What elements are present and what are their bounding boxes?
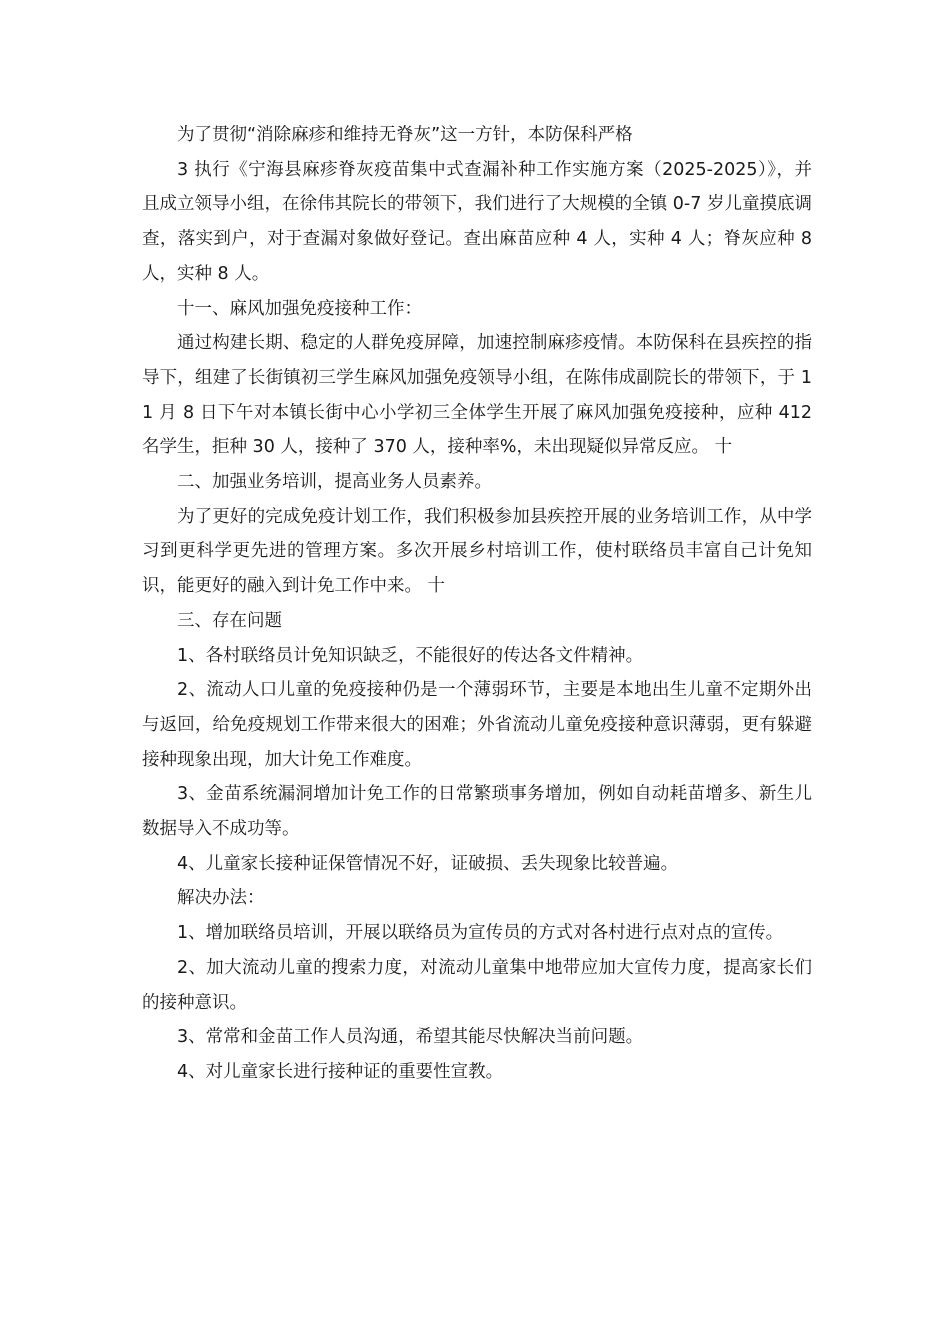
section-heading-solutions: 解决办法： [177, 888, 265, 909]
solution-item-4: 4、对儿童家长进行接种证的重要性宣教。 [177, 1061, 504, 1082]
paragraph-catch-up-vaccination: 3 执行《宁海县麻疹脊灰疫苗集中式查漏补种工作实施方案（2025-2025）》，并且成立领导小组，在徐伟其院长的带领下，我们进行了大规模的全镇 0-7 岁儿童摸底调查，落实到户，对于查漏对象做好登记。查出麻苗应种 4 人，实种 4 人；脊灰应种 8 人，实种 8 人。 [142, 159, 818, 284]
solution-item-2: 2、加大流动儿童的搜索力度，对流动儿童集中地带应加大宣传力度，提高家长们的接种意识。 [142, 957, 812, 1013]
section-heading-training: 二、加强业务培训，提高业务人员素养。 [177, 472, 492, 493]
problem-item-2: 2、流动人口儿童的免疫接种仍是一个薄弱环节，主要是本地出生儿童不定期外出与返回，给免疫规划工作带来很大的困难；外省流动儿童免疫接种意识薄弱，更有躲避接种现象出现，加大计免工作难度。 [142, 680, 812, 770]
paragraph-training: 为了更好的完成免疫计划工作，我们积极参加县疾控开展的业务培训工作，从中学习到更科学更先进的管理方案。多次开展乡村培训工作，使村联络员丰富自己计免知识，能更好的融入到计免工作中来。 十 [142, 506, 812, 597]
solution-item-3: 3、常常和金苗工作人员沟通，希望其能尽快解决当前问题。 [177, 1027, 644, 1048]
paragraph-intro: 为了贯彻“消除麻疹和维持无脊灰”这一方针，本防保科严格 [177, 125, 633, 145]
problem-item-4: 4、儿童家长接种证保管情况不好，证破损、丢失现象比较普遍。 [177, 853, 679, 874]
problem-item-1: 1、各村联络员计免知识缺乏，不能很好的传达各文件精神。 [177, 645, 644, 666]
solution-item-1: 1、增加联络员培训，开展以联络员为宣传员的方式对各村进行点对点的宣传。 [177, 923, 784, 944]
paragraph-mr-booster: 通过构建长期、稳定的人群免疫屏障，加速控制麻疹疫情。本防保科在县疾控的指导下，组建了长街镇初三学生麻风加强免疫领导小组，在陈伟成副院长的带领下，于 11 月 8 日下午对本镇长街中心小学初三全体学生开展了麻风加强免疫接种，应种 412 名学生，拒种 30 人，接种了 370 人，接种率%，未出现疑似异常反应。 十 [142, 333, 818, 458]
problem-item-3: 3、金苗系统漏洞增加计免工作的日常繁琐事务增加，例如自动耗苗增多、新生儿数据导入不成功等。 [142, 784, 812, 840]
document-body [142, 118, 818, 1090]
section-heading-problems: 三、存在问题 [177, 610, 282, 631]
section-heading-mr-booster: 十一、麻风加强免疫接种工作： [177, 298, 422, 319]
